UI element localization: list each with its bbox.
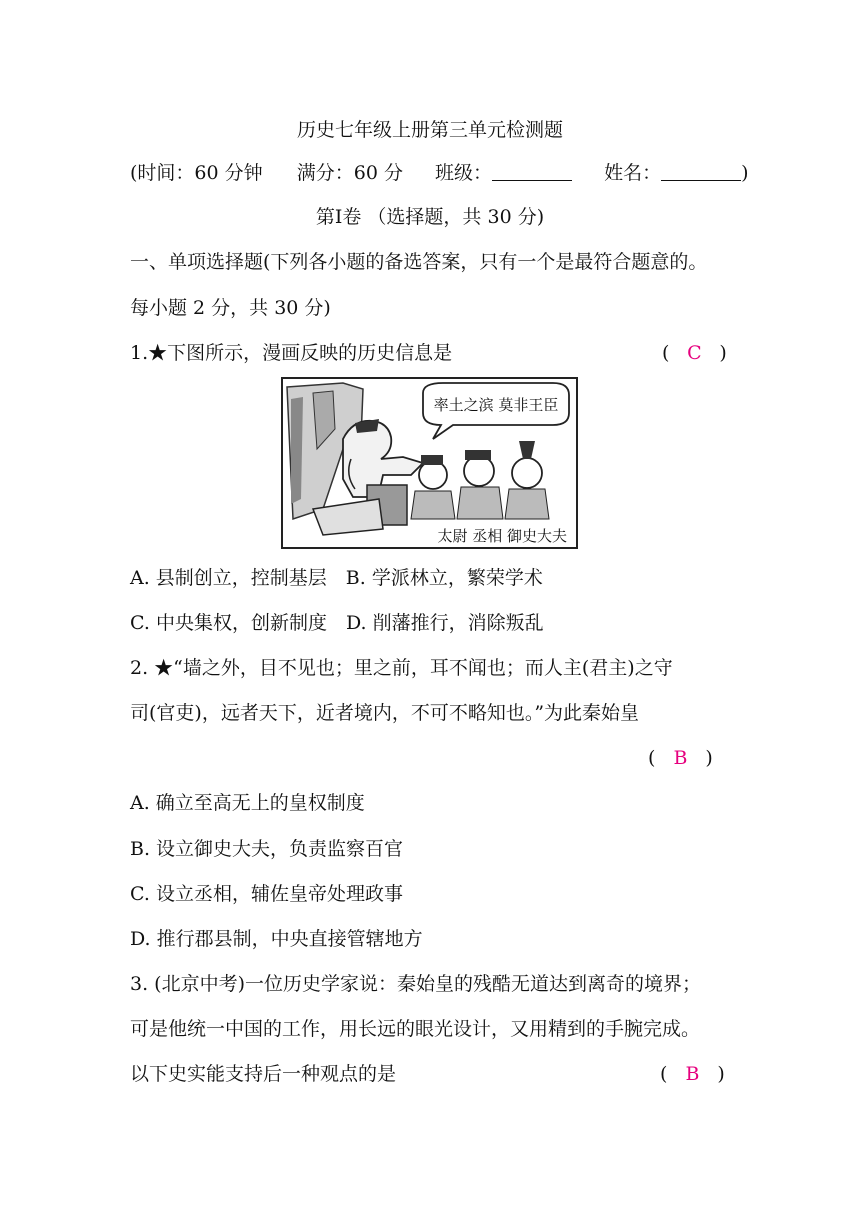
question-1-option-line-2: C. 中央集权，创新制度 D. 削藩推行，消除叛乱 — [130, 612, 544, 634]
question-2-stem-line-2: 司(官吏)，远者天下，近者境内，不可不略知也。”为此秦始皇 — [130, 702, 640, 724]
question-2-answer: ( B ) — [648, 747, 713, 769]
cartoon-caption: 太尉 丞相 御史大夫 — [437, 527, 567, 545]
answer-letter: B — [685, 1063, 700, 1085]
cartoon-illustration — [283, 379, 576, 547]
meta-close: ) — [741, 162, 749, 184]
exam-time: (时间：60 分钟 — [130, 162, 263, 184]
class-label: 班级： — [435, 162, 493, 184]
instruction-line-2: 每小题 2 分，共 30 分) — [130, 297, 331, 319]
answer-letter: B — [673, 747, 688, 769]
speech-bubble-text: 率土之滨 莫非王臣 — [433, 396, 559, 414]
question-2-option-d: D. 推行郡县制，中央直接管辖地方 — [130, 928, 423, 950]
question-2-stem-line-1: 2. ★“墙之外，目不见也；里之前，耳不闻也；而人主(君主)之守 — [130, 657, 673, 679]
instruction-line-1: 一、单项选择题(下列各小题的备选答案，只有一个是最符合题意的。 — [130, 251, 708, 273]
class-blank — [492, 162, 572, 181]
question-1-option-line-1: A. 县制创立，控制基层 B. 学派林立，繁荣学术 — [130, 567, 543, 589]
question-1-answer: ( C ) — [662, 342, 727, 364]
question-3-stem-line-1: 3. (北京中考)一位历史学家说：秦始皇的残酷无道达到离奇的境界； — [130, 973, 701, 995]
exam-full-score: 满分：60 分 — [296, 162, 403, 184]
question-2-option-b: B. 设立御史大夫，负责监察百官 — [130, 838, 404, 860]
document-title: 历史七年级上册第三单元检测题 — [296, 119, 563, 141]
question-2-option-c: C. 设立丞相，辅佐皇帝处理政事 — [130, 883, 403, 905]
official-figures — [411, 441, 549, 519]
name-label: 姓名： — [604, 162, 662, 184]
question-3-stem-line-3: 以下史实能支持后一种观点的是 — [130, 1063, 397, 1085]
cartoon-image — [281, 377, 578, 549]
question-3-answer: ( B ) — [660, 1063, 725, 1085]
section-heading: 第Ⅰ卷 （选择题，共 30 分) — [315, 206, 545, 228]
question-3-stem-line-2: 可是他统一中国的工作，用长远的眼光设计，又用精到的手腕完成。 — [130, 1018, 701, 1040]
answer-letter: C — [687, 342, 702, 364]
exam-meta — [130, 161, 749, 185]
question-2-option-a: A. 确立至高无上的皇权制度 — [130, 792, 365, 814]
question-1-stem: 1.★下图所示，漫画反映的历史信息是 — [130, 342, 453, 364]
name-blank — [661, 162, 741, 181]
